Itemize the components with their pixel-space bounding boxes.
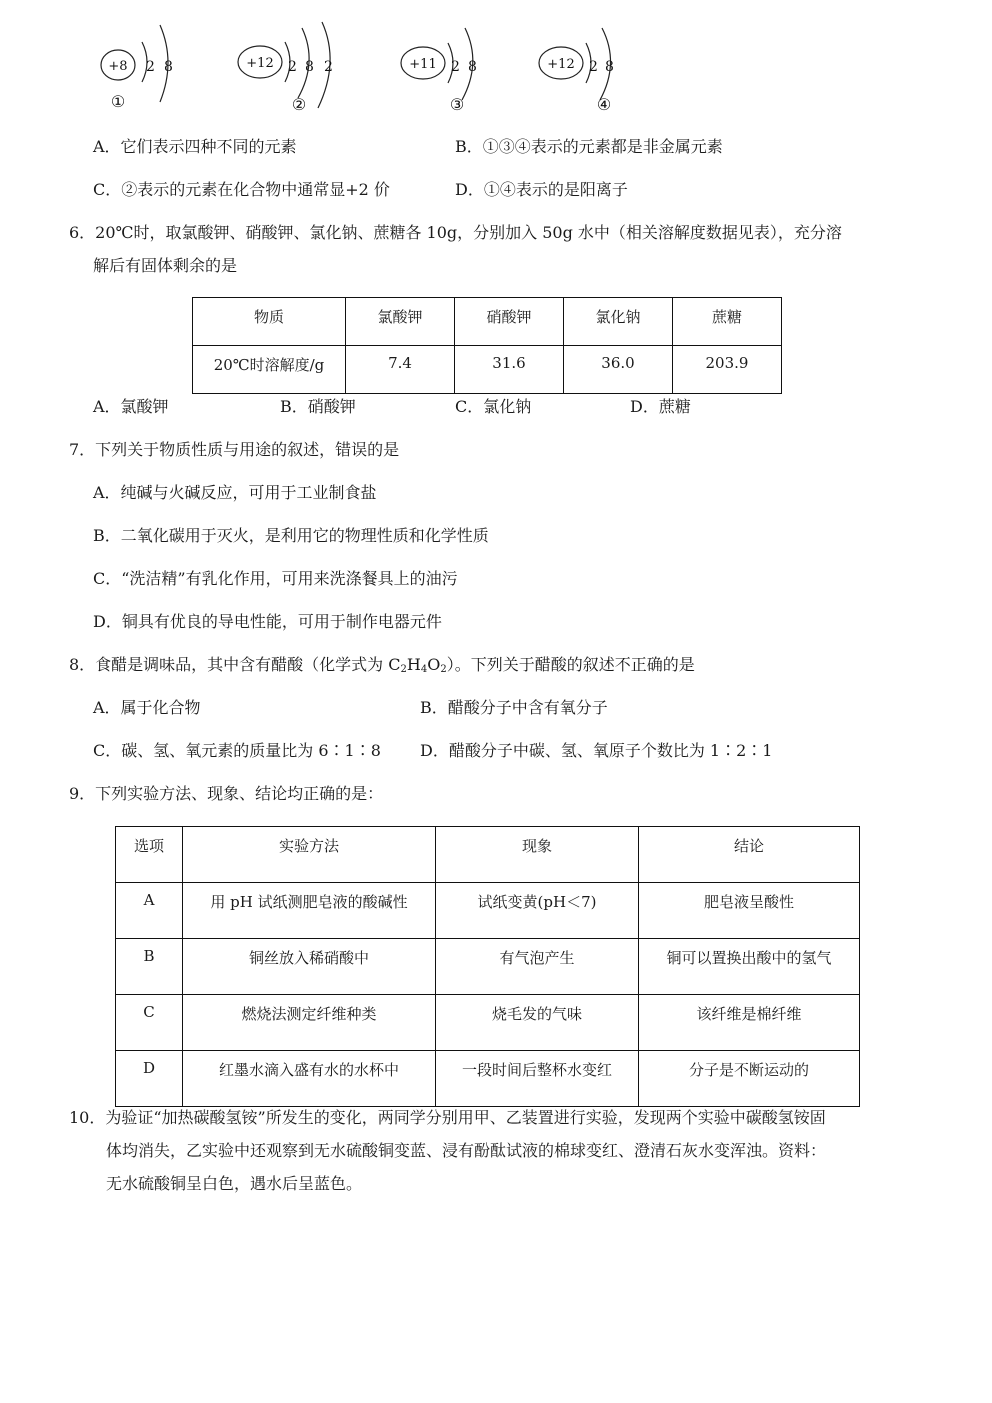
table-cell: 20℃时溶解度/g bbox=[193, 346, 346, 394]
subscript: 4 bbox=[420, 664, 428, 675]
table-row bbox=[116, 883, 860, 939]
subscript: 2 bbox=[440, 664, 447, 675]
table-cell: 蔗糖 bbox=[673, 298, 782, 346]
atom-diagram-3 bbox=[401, 28, 477, 114]
table-cell: D bbox=[116, 1051, 183, 1107]
table-cell: 31.6 bbox=[455, 346, 564, 394]
q5-option-b: B．①③④表示的元素都是非金属元素 bbox=[455, 137, 723, 156]
table-cell: A bbox=[116, 883, 183, 939]
table-cell: 试纸变黄(pH＜7) bbox=[436, 883, 639, 939]
table-row bbox=[116, 1051, 860, 1107]
table-row bbox=[116, 939, 860, 995]
table-cell: 铜丝放入稀硝酸中 bbox=[183, 939, 436, 995]
table-cell: 分子是不断运动的 bbox=[639, 1051, 860, 1107]
q6-option-d: D．蔗糖 bbox=[630, 397, 691, 416]
q7-option-c: C．“洗洁精”有乳化作用，可用来洗涤餐具上的油污 bbox=[93, 569, 458, 588]
formula-o: O bbox=[427, 655, 441, 674]
table-cell: 物质 bbox=[193, 298, 346, 346]
atom-label: ③ bbox=[449, 95, 465, 114]
table-cell: 肥皂液呈酸性 bbox=[639, 883, 860, 939]
table-cell: 实验方法 bbox=[183, 827, 436, 883]
q6-stem-line2: 解后有固体剩余的是 bbox=[93, 256, 238, 275]
q10-stem-line3: 无水硫酸铜呈白色，遇水后呈蓝色。 bbox=[106, 1174, 363, 1193]
shell-electrons: 8 bbox=[605, 59, 614, 75]
atomic-structure-diagrams bbox=[90, 10, 650, 120]
atom-label: ① bbox=[110, 92, 126, 111]
shell-electrons: 2 bbox=[324, 59, 333, 75]
table-cell: 氯酸钾 bbox=[346, 298, 455, 346]
q7-option-d: D．铜具有优良的导电性能，可用于制作电器元件 bbox=[93, 612, 442, 631]
shell-electrons: 2 bbox=[146, 59, 155, 75]
table-cell: 红墨水滴入盛有水的水杯中 bbox=[183, 1051, 436, 1107]
shell-electrons: 2 bbox=[288, 59, 297, 75]
q7-option-a: A．纯碱与火碱反应，可用于工业制食盐 bbox=[93, 483, 377, 502]
table-cell: 硝酸钾 bbox=[455, 298, 564, 346]
q8-option-c: C．碳、氢、氧元素的质量比为 6∶1∶8 bbox=[93, 741, 381, 760]
table-cell: 一段时间后整杯水变红 bbox=[436, 1051, 639, 1107]
nucleus-charge: +8 bbox=[108, 59, 128, 74]
q8-option-d: D．醋酸分子中碳、氢、氧原子个数比为 1∶2∶1 bbox=[420, 741, 773, 760]
table-cell: 36.0 bbox=[564, 346, 673, 394]
atom-diagram-2 bbox=[238, 22, 333, 114]
q9-experiment-table bbox=[115, 826, 860, 1107]
q9-stem: 9．下列实验方法、现象、结论均正确的是： bbox=[69, 784, 384, 803]
q6-option-a: A．氯酸钾 bbox=[93, 397, 169, 416]
table-header-row bbox=[193, 298, 782, 346]
q7-option-b: B．二氧化碳用于灭火，是利用它的物理性质和化学性质 bbox=[93, 526, 489, 545]
table-cell: 现象 bbox=[436, 827, 639, 883]
shell-electrons: 8 bbox=[305, 59, 314, 75]
q8-option-a: A．属于化合物 bbox=[93, 698, 201, 717]
table-row bbox=[116, 995, 860, 1051]
nucleus-charge: +12 bbox=[246, 56, 274, 71]
q6-option-b: B．硝酸钾 bbox=[280, 397, 356, 416]
shell-electrons: 8 bbox=[164, 59, 173, 75]
table-cell: 氯化钠 bbox=[564, 298, 673, 346]
nucleus-charge: +11 bbox=[409, 57, 437, 72]
q8-stem-suffix: ）。下列关于醋酸的叙述不正确的是 bbox=[446, 655, 695, 674]
q10-stem-line1: 10．为验证“加热碳酸氢铵”所发生的变化，两同学分别用甲、乙装置进行实验，发现两个实验中碳酸氢铵固 bbox=[69, 1108, 826, 1127]
q10-stem-line2: 体均消失，乙实验中还观察到无水硫酸铜变蓝、浸有酚酞试液的棉球变红、澄清石灰水变浑浊。资料： bbox=[106, 1141, 827, 1160]
q6-stem-line1: 6．20℃时，取氯酸钾、硝酸钾、氯化钠、蔗糖各 10g，分别加入 50g 水中（相关溶解度数据见表），充分溶 bbox=[69, 223, 842, 242]
q7-stem: 7．下列关于物质性质与用途的叙述，错误的是 bbox=[69, 440, 400, 459]
q8-stem bbox=[69, 657, 695, 675]
table-cell: 该纤维是棉纤维 bbox=[639, 995, 860, 1051]
atom-diagram-1 bbox=[101, 25, 173, 111]
table-cell: 结论 bbox=[639, 827, 860, 883]
shell-electrons: 2 bbox=[451, 59, 460, 75]
q5-option-d: D．①④表示的是阳离子 bbox=[455, 180, 628, 199]
table-cell: B bbox=[116, 939, 183, 995]
table-cell: 铜可以置换出酸中的氢气 bbox=[639, 939, 860, 995]
shell-electrons: 8 bbox=[468, 59, 477, 75]
table-cell: 7.4 bbox=[346, 346, 455, 394]
table-cell: 有气泡产生 bbox=[436, 939, 639, 995]
table-cell: 烧毛发的气味 bbox=[436, 995, 639, 1051]
q5-option-c: C．②表示的元素在化合物中通常显+2 价 bbox=[93, 180, 390, 199]
q5-option-a: A．它们表示四种不同的元素 bbox=[93, 137, 297, 156]
table-cell: 选项 bbox=[116, 827, 183, 883]
q8-stem-prefix: 8．食醋是调味品，其中含有醋酸（化学式为 C bbox=[69, 655, 401, 674]
table-row bbox=[193, 346, 782, 394]
subscript: 2 bbox=[400, 664, 407, 675]
nucleus-charge: +12 bbox=[547, 57, 575, 72]
table-header-row bbox=[116, 827, 860, 883]
atom-label: ④ bbox=[596, 95, 612, 114]
q8-option-b: B．醋酸分子中含有氧分子 bbox=[420, 698, 608, 717]
table-cell: 203.9 bbox=[673, 346, 782, 394]
table-cell: 燃烧法测定纤维种类 bbox=[183, 995, 436, 1051]
atom-label: ② bbox=[291, 95, 307, 114]
q6-solubility-table bbox=[192, 297, 782, 394]
shell-electrons: 2 bbox=[589, 59, 598, 75]
table-cell: C bbox=[116, 995, 183, 1051]
table-cell: 用 pH 试纸测肥皂液的酸碱性 bbox=[183, 883, 436, 939]
atom-diagram-4 bbox=[539, 28, 614, 114]
q6-option-c: C．氯化钠 bbox=[455, 397, 532, 416]
formula-h: H bbox=[406, 655, 421, 674]
